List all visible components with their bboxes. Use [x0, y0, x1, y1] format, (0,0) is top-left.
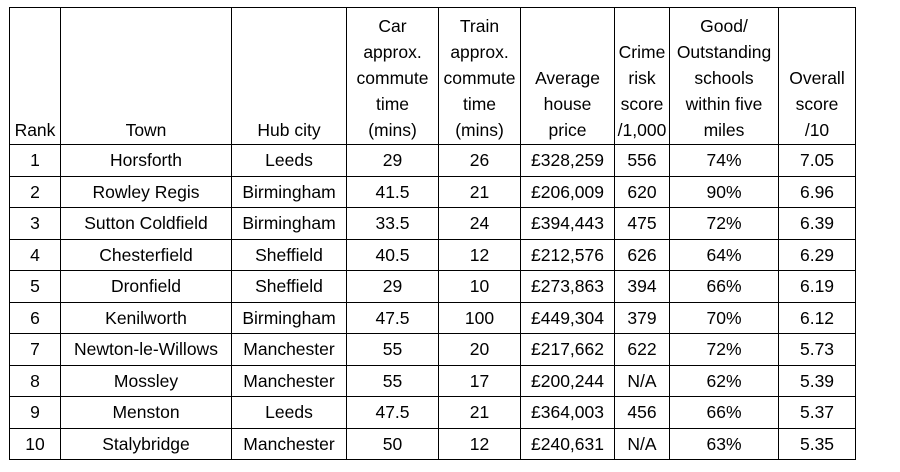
cell-town: Chesterfield [61, 239, 232, 271]
cell-house-price: £328,259 [521, 145, 615, 177]
cell-good-schools: 66% [670, 271, 779, 303]
cell-rank: 4 [10, 239, 61, 271]
cell-overall-score: 5.37 [779, 397, 856, 429]
cell-train-commute: 20 [439, 334, 521, 366]
header-row [10, 8, 856, 145]
header-score-line: Overall [789, 68, 845, 88]
table-row [10, 302, 856, 334]
cell-rank: 10 [10, 428, 61, 460]
table-row [10, 239, 856, 271]
header-rank: Rank [10, 8, 61, 145]
header-schools-line: within five [685, 94, 763, 114]
cell-car-commute: 55 [347, 365, 439, 397]
header-car-line: commute [356, 68, 429, 88]
cell-overall-score: 6.29 [779, 239, 856, 271]
cell-town: Dronfield [61, 271, 232, 303]
cell-rank: 9 [10, 397, 61, 429]
cell-good-schools: 70% [670, 302, 779, 334]
cell-overall-score: 6.96 [779, 176, 856, 208]
cell-rank: 1 [10, 145, 61, 177]
cell-hub-city: Leeds [232, 145, 347, 177]
cell-town: Menston [61, 397, 232, 429]
header-schools-line: miles [703, 120, 745, 140]
cell-crime-risk: 394 [615, 271, 670, 303]
cell-crime-risk: 379 [615, 302, 670, 334]
header-schools-line: schools [694, 68, 754, 88]
cell-car-commute: 47.5 [347, 397, 439, 429]
cell-train-commute: 12 [439, 428, 521, 460]
header-town: Town [61, 8, 232, 145]
cell-town: Stalybridge [61, 428, 232, 460]
cell-good-schools: 74% [670, 145, 779, 177]
cell-crime-risk: N/A [615, 365, 670, 397]
cell-hub-city: Manchester [232, 428, 347, 460]
cell-rank: 3 [10, 208, 61, 240]
header-price-line: price [548, 120, 587, 140]
table-row [10, 397, 856, 429]
header-car-line: time [375, 94, 410, 114]
cell-good-schools: 90% [670, 176, 779, 208]
header-train-line: commute [443, 68, 516, 88]
header-car-commute [347, 8, 439, 145]
header-hub-city: Hub city [232, 8, 347, 145]
cell-town: Rowley Regis [61, 176, 232, 208]
header-overall-score [779, 8, 856, 145]
cell-town: Sutton Coldfield [61, 208, 232, 240]
cell-hub-city: Birmingham [232, 302, 347, 334]
cell-car-commute: 29 [347, 271, 439, 303]
cell-house-price: £394,443 [521, 208, 615, 240]
cell-house-price: £200,244 [521, 365, 615, 397]
cell-train-commute: 10 [439, 271, 521, 303]
header-car-line: approx. [363, 42, 422, 62]
cell-car-commute: 40.5 [347, 239, 439, 271]
header-crime-line: Crime [618, 42, 666, 62]
header-price-line: house [543, 94, 592, 114]
cell-rank: 5 [10, 271, 61, 303]
cell-rank: 7 [10, 334, 61, 366]
cell-rank: 6 [10, 302, 61, 334]
header-schools-line: Outstanding [676, 42, 772, 62]
header-train-line: approx. [450, 42, 509, 62]
cell-train-commute: 24 [439, 208, 521, 240]
cell-hub-city: Manchester [232, 334, 347, 366]
cell-car-commute: 29 [347, 145, 439, 177]
cell-train-commute: 21 [439, 397, 521, 429]
header-score-line: score [795, 94, 839, 114]
cell-town: Kenilworth [61, 302, 232, 334]
cell-overall-score: 6.39 [779, 208, 856, 240]
header-train-line: Train [459, 16, 500, 36]
cell-good-schools: 72% [670, 334, 779, 366]
header-train-line: (mins) [455, 120, 504, 140]
cell-town: Newton-le-Willows [61, 334, 232, 366]
cell-house-price: £240,631 [521, 428, 615, 460]
header-crime-risk [615, 8, 670, 145]
cell-house-price: £206,009 [521, 176, 615, 208]
cell-crime-risk: 475 [615, 208, 670, 240]
cell-train-commute: 12 [439, 239, 521, 271]
cell-overall-score: 5.73 [779, 334, 856, 366]
cell-crime-risk: 620 [615, 176, 670, 208]
cell-car-commute: 41.5 [347, 176, 439, 208]
cell-rank: 8 [10, 365, 61, 397]
cell-car-commute: 50 [347, 428, 439, 460]
cell-town: Horsforth [61, 145, 232, 177]
cell-good-schools: 64% [670, 239, 779, 271]
header-car-line: Car [378, 16, 407, 36]
header-schools-line: Good/ [700, 16, 748, 36]
table-row [10, 365, 856, 397]
cell-good-schools: 72% [670, 208, 779, 240]
header-crime-line: /1,000 [617, 120, 667, 140]
cell-overall-score: 5.35 [779, 428, 856, 460]
cell-rank: 2 [10, 176, 61, 208]
header-house-price [521, 8, 615, 145]
cell-house-price: £217,662 [521, 334, 615, 366]
cell-crime-risk: 556 [615, 145, 670, 177]
cell-hub-city: Birmingham [232, 208, 347, 240]
table-header [10, 8, 856, 145]
cell-car-commute: 55 [347, 334, 439, 366]
cell-train-commute: 100 [439, 302, 521, 334]
header-crime-line: risk [628, 68, 656, 88]
cell-car-commute: 33.5 [347, 208, 439, 240]
cell-overall-score: 6.19 [779, 271, 856, 303]
cell-crime-risk: 456 [615, 397, 670, 429]
cell-hub-city: Sheffield [232, 271, 347, 303]
cell-house-price: £364,003 [521, 397, 615, 429]
table-row [10, 145, 856, 177]
header-train-line: time [462, 94, 497, 114]
table-row [10, 334, 856, 366]
cell-hub-city: Leeds [232, 397, 347, 429]
cell-good-schools: 66% [670, 397, 779, 429]
commuter-towns-table [9, 7, 856, 460]
cell-crime-risk: 622 [615, 334, 670, 366]
header-train-commute [439, 8, 521, 145]
cell-crime-risk: 626 [615, 239, 670, 271]
table-row [10, 428, 856, 460]
cell-overall-score: 5.39 [779, 365, 856, 397]
cell-train-commute: 21 [439, 176, 521, 208]
cell-house-price: £273,863 [521, 271, 615, 303]
header-car-line: (mins) [368, 120, 417, 140]
cell-good-schools: 63% [670, 428, 779, 460]
table-row [10, 176, 856, 208]
cell-hub-city: Birmingham [232, 176, 347, 208]
cell-town: Mossley [61, 365, 232, 397]
table-row [10, 271, 856, 303]
header-score-line: /10 [804, 120, 830, 140]
cell-train-commute: 17 [439, 365, 521, 397]
cell-good-schools: 62% [670, 365, 779, 397]
cell-train-commute: 26 [439, 145, 521, 177]
cell-hub-city: Manchester [232, 365, 347, 397]
header-crime-line: score [620, 94, 664, 114]
cell-house-price: £212,576 [521, 239, 615, 271]
cell-hub-city: Sheffield [232, 239, 347, 271]
header-good-schools [670, 8, 779, 145]
cell-crime-risk: N/A [615, 428, 670, 460]
cell-overall-score: 7.05 [779, 145, 856, 177]
header-price-line: Average [535, 68, 600, 88]
cell-overall-score: 6.12 [779, 302, 856, 334]
table-body [10, 145, 856, 460]
table-row [10, 208, 856, 240]
cell-house-price: £449,304 [521, 302, 615, 334]
cell-car-commute: 47.5 [347, 302, 439, 334]
